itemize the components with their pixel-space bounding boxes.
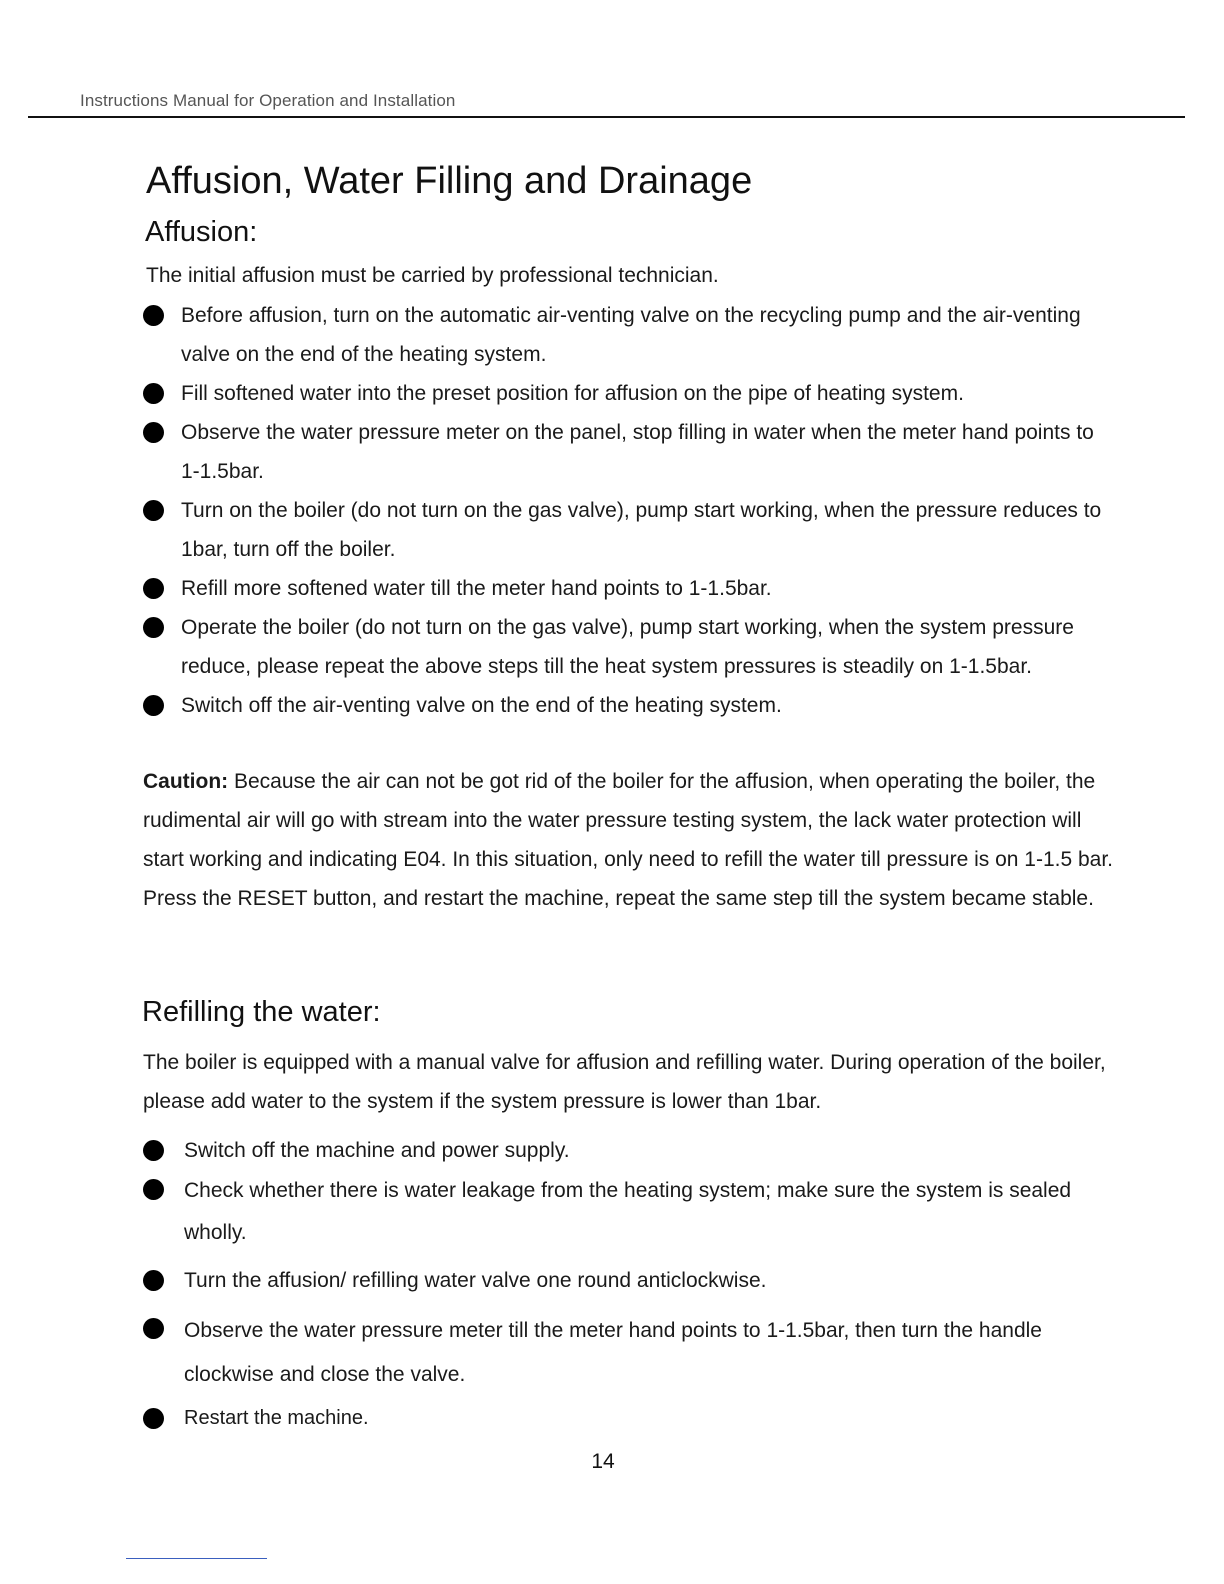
step-text: Refill more softened water till the meter hand points to 1-1.5bar. — [181, 577, 772, 600]
list-item — [143, 1261, 1118, 1300]
bullet-icon — [143, 1408, 164, 1429]
list-item — [143, 1170, 1118, 1254]
list-item — [143, 1131, 1118, 1170]
bullet-icon — [143, 305, 164, 326]
step-text: Restart the machine. — [184, 1407, 369, 1429]
step-text: Turn the affusion/ refilling water valve one round anticlockwise. — [184, 1269, 767, 1292]
list-item — [143, 491, 1118, 569]
step-text: Observe the water pressure meter till the meter hand points to 1-1.5bar, then turn the handle clockwise and close the valve. — [184, 1319, 1042, 1386]
step-text: Observe the water pressure meter on the panel, stop filling in water when the meter hand points to 1-1.5bar. — [181, 421, 1094, 483]
list-item — [143, 374, 1118, 413]
section-title-refilling: Refilling the water: — [142, 996, 381, 1028]
bullet-icon — [143, 617, 164, 638]
list-item — [143, 608, 1118, 686]
list-item — [143, 1399, 1118, 1438]
bullet-icon — [143, 695, 164, 716]
step-text: Check whether there is water leakage from the heating system; make sure the system is sealed wholly. — [184, 1179, 1072, 1244]
header-rule — [28, 116, 1185, 118]
bullet-icon — [143, 422, 164, 443]
list-item — [143, 569, 1118, 608]
caution-text: Because the air can not be got rid of the boiler for the affusion, when operating the boiler, the rudimental air will go with stream into the water pressure testing system, the lack water protection will start working and indicating E04. In this situation, only need to refill the water till pressure is on 1-1.5 bar. Press the RESET button, and restart the machine, repeat the same step till the system became stable. — [143, 770, 1114, 910]
caution-label: Caution: — [143, 770, 229, 793]
step-text: Fill softened water into the preset position for affusion on the pipe of heating system. — [181, 382, 964, 405]
list-item — [143, 1309, 1118, 1397]
refilling-steps-list — [143, 1131, 1118, 1438]
step-text: Turn on the boiler (do not turn on the gas valve), pump start working, when the pressure reduces to 1bar, turn off the boiler. — [181, 499, 1102, 561]
bullet-icon — [143, 1140, 164, 1161]
footnote-rule — [126, 1558, 267, 1559]
bullet-icon — [143, 578, 164, 599]
list-item — [143, 296, 1118, 374]
list-item — [143, 686, 1118, 725]
page-number: 14 — [591, 1450, 615, 1473]
caution-paragraph — [143, 762, 1118, 918]
bullet-icon — [143, 1318, 164, 1339]
step-text: Operate the boiler (do not turn on the gas valve), pump start working, when the system pressure reduce, please repeat the above steps till the heat system pressures is steadily on 1-1.5bar. — [181, 616, 1074, 678]
bullet-icon — [143, 1270, 164, 1291]
affusion-steps-list — [143, 296, 1118, 725]
running-header: Instructions Manual for Operation and Installation — [80, 91, 456, 110]
bullet-icon — [143, 500, 164, 521]
bullet-icon — [143, 383, 164, 404]
page-title: Affusion, Water Filling and Drainage — [146, 160, 753, 202]
bullet-icon — [143, 1179, 164, 1200]
list-item — [143, 413, 1118, 491]
step-text: Before affusion, turn on the automatic air-venting valve on the recycling pump and the air-venting valve on the end of the heating system. — [181, 304, 1081, 366]
refilling-intro: The boiler is equipped with a manual valve for affusion and refilling water. During operation of the boiler, please add water to the system if the system pressure is lower than 1bar. — [143, 1051, 1106, 1113]
step-text: Switch off the air-venting valve on the end of the heating system. — [181, 694, 782, 717]
step-text: Switch off the machine and power supply. — [184, 1139, 570, 1162]
affusion-intro: The initial affusion must be carried by professional technician. — [146, 264, 719, 287]
section-title-affusion: Affusion: — [145, 216, 258, 248]
